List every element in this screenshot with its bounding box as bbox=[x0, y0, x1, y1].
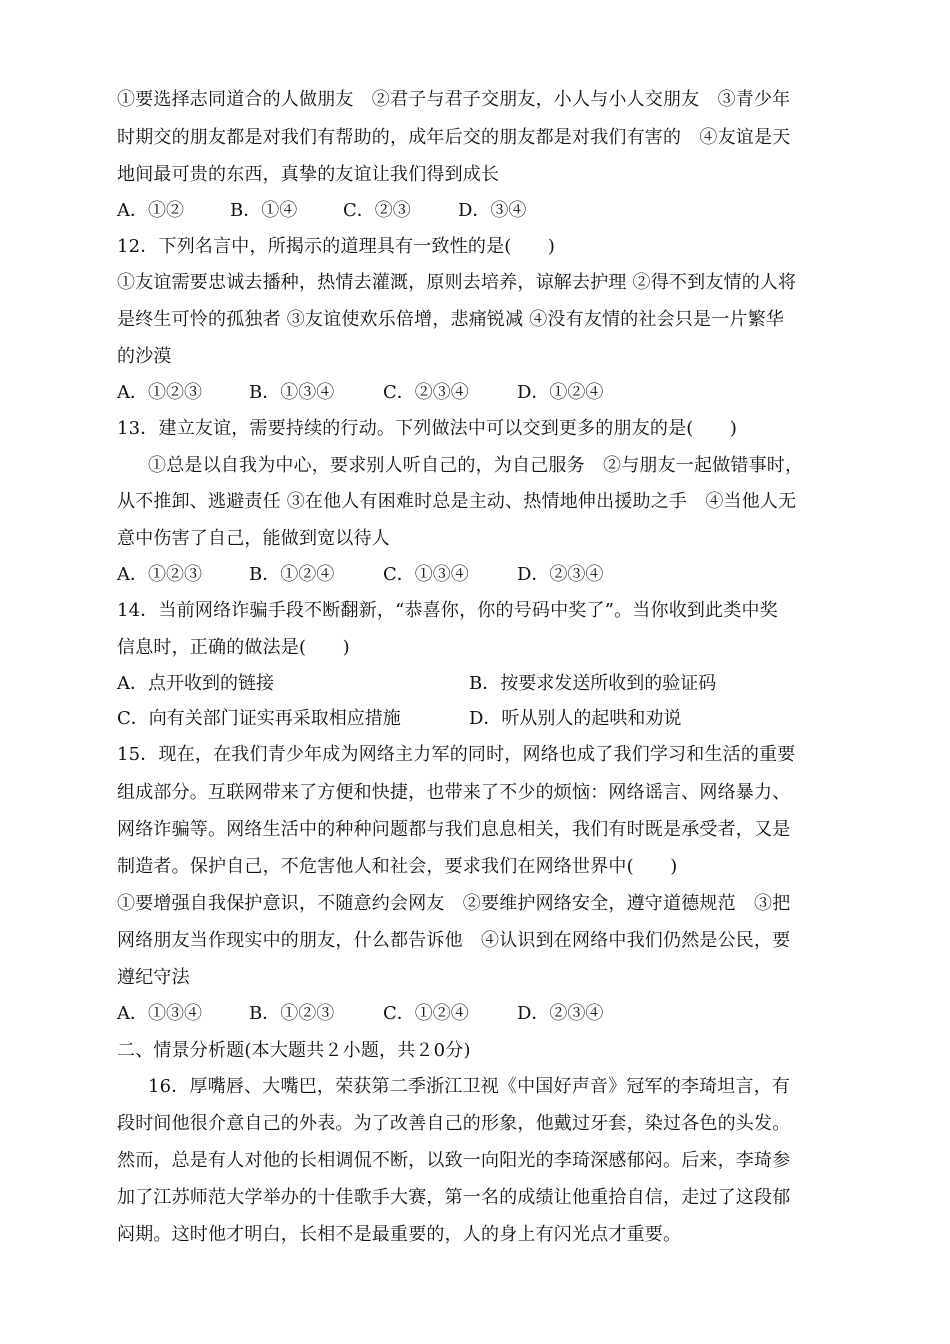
q15-option-b: B．①②③ bbox=[249, 1003, 335, 1024]
section-2-title: 二、情景分析题(本大题共２小题，共２0分) bbox=[117, 1040, 471, 1061]
q12-statement-line-2: 是终生可怜的孤独者 ③友谊使欢乐倍增，悲痛锐减 ④没有友情的社会只是一片繁华 bbox=[117, 309, 785, 330]
q14-stem-line-1: 14．当前网络诈骗手段不断翻新，“恭喜你，你的号码中奖了”。当你收到此类中奖 bbox=[117, 600, 778, 621]
q15-option-c: C．①②④ bbox=[383, 1003, 469, 1024]
q15-stem-line-3: 网络诈骗等。网络生活中的种种问题都与我们息息相关，我们有时既是承受者，又是 bbox=[117, 819, 791, 840]
q12-statement-line-3: 的沙漠 bbox=[117, 346, 172, 367]
q12-option-a: A．①②③ bbox=[117, 382, 202, 403]
q16-passage-line-1: 16．厚嘴唇、大嘴巴，荣获第二季浙江卫视《中国好声音》冠军的李琦坦言，有 bbox=[148, 1076, 791, 1097]
q14-option-a: A．点开收到的链接 bbox=[117, 673, 274, 694]
q16-passage-line-3: 然而，总是有人对他的长相调侃不断，以致一向阳光的李琦深感郁闷。后来，李琦参 bbox=[117, 1150, 791, 1171]
q12-option-b: B．①③④ bbox=[249, 382, 335, 403]
q11-statement-line-3: 地间最可贵的东西，真挚的友谊让我们得到成长 bbox=[117, 164, 500, 185]
q13-option-d: D．②③④ bbox=[517, 564, 604, 585]
q11-option-a: A．①② bbox=[117, 200, 184, 221]
q12-option-c: C．②③④ bbox=[383, 382, 469, 403]
q15-option-d: D．②③④ bbox=[517, 1003, 604, 1024]
q13-statement-line-3: 意中伤害了自己，能做到宽以待人 bbox=[117, 528, 390, 549]
q13-statement-line-1: ①总是以自我为中心，要求别人听自己的，为自己服务 ②与朋友一起做错事时， bbox=[148, 455, 804, 476]
q15-statement-line-1: ①要增强自我保护意识，不随意约会网友 ②要维护网络安全，遵守道德规范 ③把 bbox=[117, 893, 791, 914]
q15-statement-line-3: 遵纪守法 bbox=[117, 967, 190, 988]
q16-passage-line-4: 加了江苏师范大学举办的十佳歌手大赛，第一名的成绩让他重拾自信，走过了这段郁 bbox=[117, 1187, 791, 1208]
q14-stem-line-2: 信息时，正确的做法是( ) bbox=[117, 637, 350, 658]
q11-option-b: B．①④ bbox=[230, 200, 298, 221]
q14-option-c: C．向有关部门证实再采取相应措施 bbox=[117, 708, 401, 729]
q13-statement-line-2: 从不推卸、逃避责任 ③在他人有困难时总是主动、热情地伸出援助之手 ④当他人无 bbox=[117, 491, 797, 512]
q13-option-c: C．①③④ bbox=[383, 564, 469, 585]
q15-statement-line-2: 网络朋友当作现实中的朋友，什么都告诉他 ④认识到在网络中我们仍然是公民，要 bbox=[117, 930, 791, 951]
q13-stem: 13．建立友谊，需要持续的行动。下列做法中可以交到更多的朋友的是( ) bbox=[117, 418, 738, 439]
q12-option-d: D．①②④ bbox=[517, 382, 604, 403]
q13-option-a: A．①②③ bbox=[117, 564, 202, 585]
q11-statement-line-1: ①要选择志同道合的人做朋友 ②君子与君子交朋友，小人与小人交朋友 ③青少年 bbox=[117, 89, 791, 110]
q11-option-d: D．③④ bbox=[458, 200, 527, 221]
q16-passage-line-2: 段时间他很介意自己的外表。为了改善自己的形象，他戴过牙套，染过各色的头发。 bbox=[117, 1113, 791, 1134]
q11-statement-line-2: 时期交的朋友都是对我们有帮助的，成年后交的朋友都是对我们有害的 ④友谊是天 bbox=[117, 127, 791, 148]
q15-stem-line-2: 组成部分。互联网带来了方便和快捷，也带来了不少的烦恼：网络谣言、网络暴力、 bbox=[117, 782, 791, 803]
q15-option-a: A．①③④ bbox=[117, 1003, 202, 1024]
q12-stem: 12．下列名言中，所揭示的道理具有一致性的是( ) bbox=[117, 236, 556, 257]
q15-stem-line-1: 15．现在，在我们青少年成为网络主力军的同时，网络也成了我们学习和生活的重要 bbox=[117, 744, 796, 765]
q14-option-b: B．按要求发送所收到的验证码 bbox=[469, 673, 717, 694]
q11-option-c: C．②③ bbox=[343, 200, 411, 221]
q13-option-b: B．①②④ bbox=[249, 564, 335, 585]
q15-stem-line-4: 制造者。保护自己，不危害他人和社会，要求我们在网络世界中( ) bbox=[117, 856, 678, 877]
q12-statement-line-1: ①友谊需要忠诚去播种，热情去灌溉，原则去培养，谅解去护理 ②得不到友情的人将 bbox=[117, 272, 797, 293]
q16-passage-line-5: 闷期。这时他才明白，长相不是最重要的，人的身上有闪光点才重要。 bbox=[117, 1224, 682, 1245]
q14-option-d: D．听从别人的起哄和劝说 bbox=[469, 708, 682, 729]
